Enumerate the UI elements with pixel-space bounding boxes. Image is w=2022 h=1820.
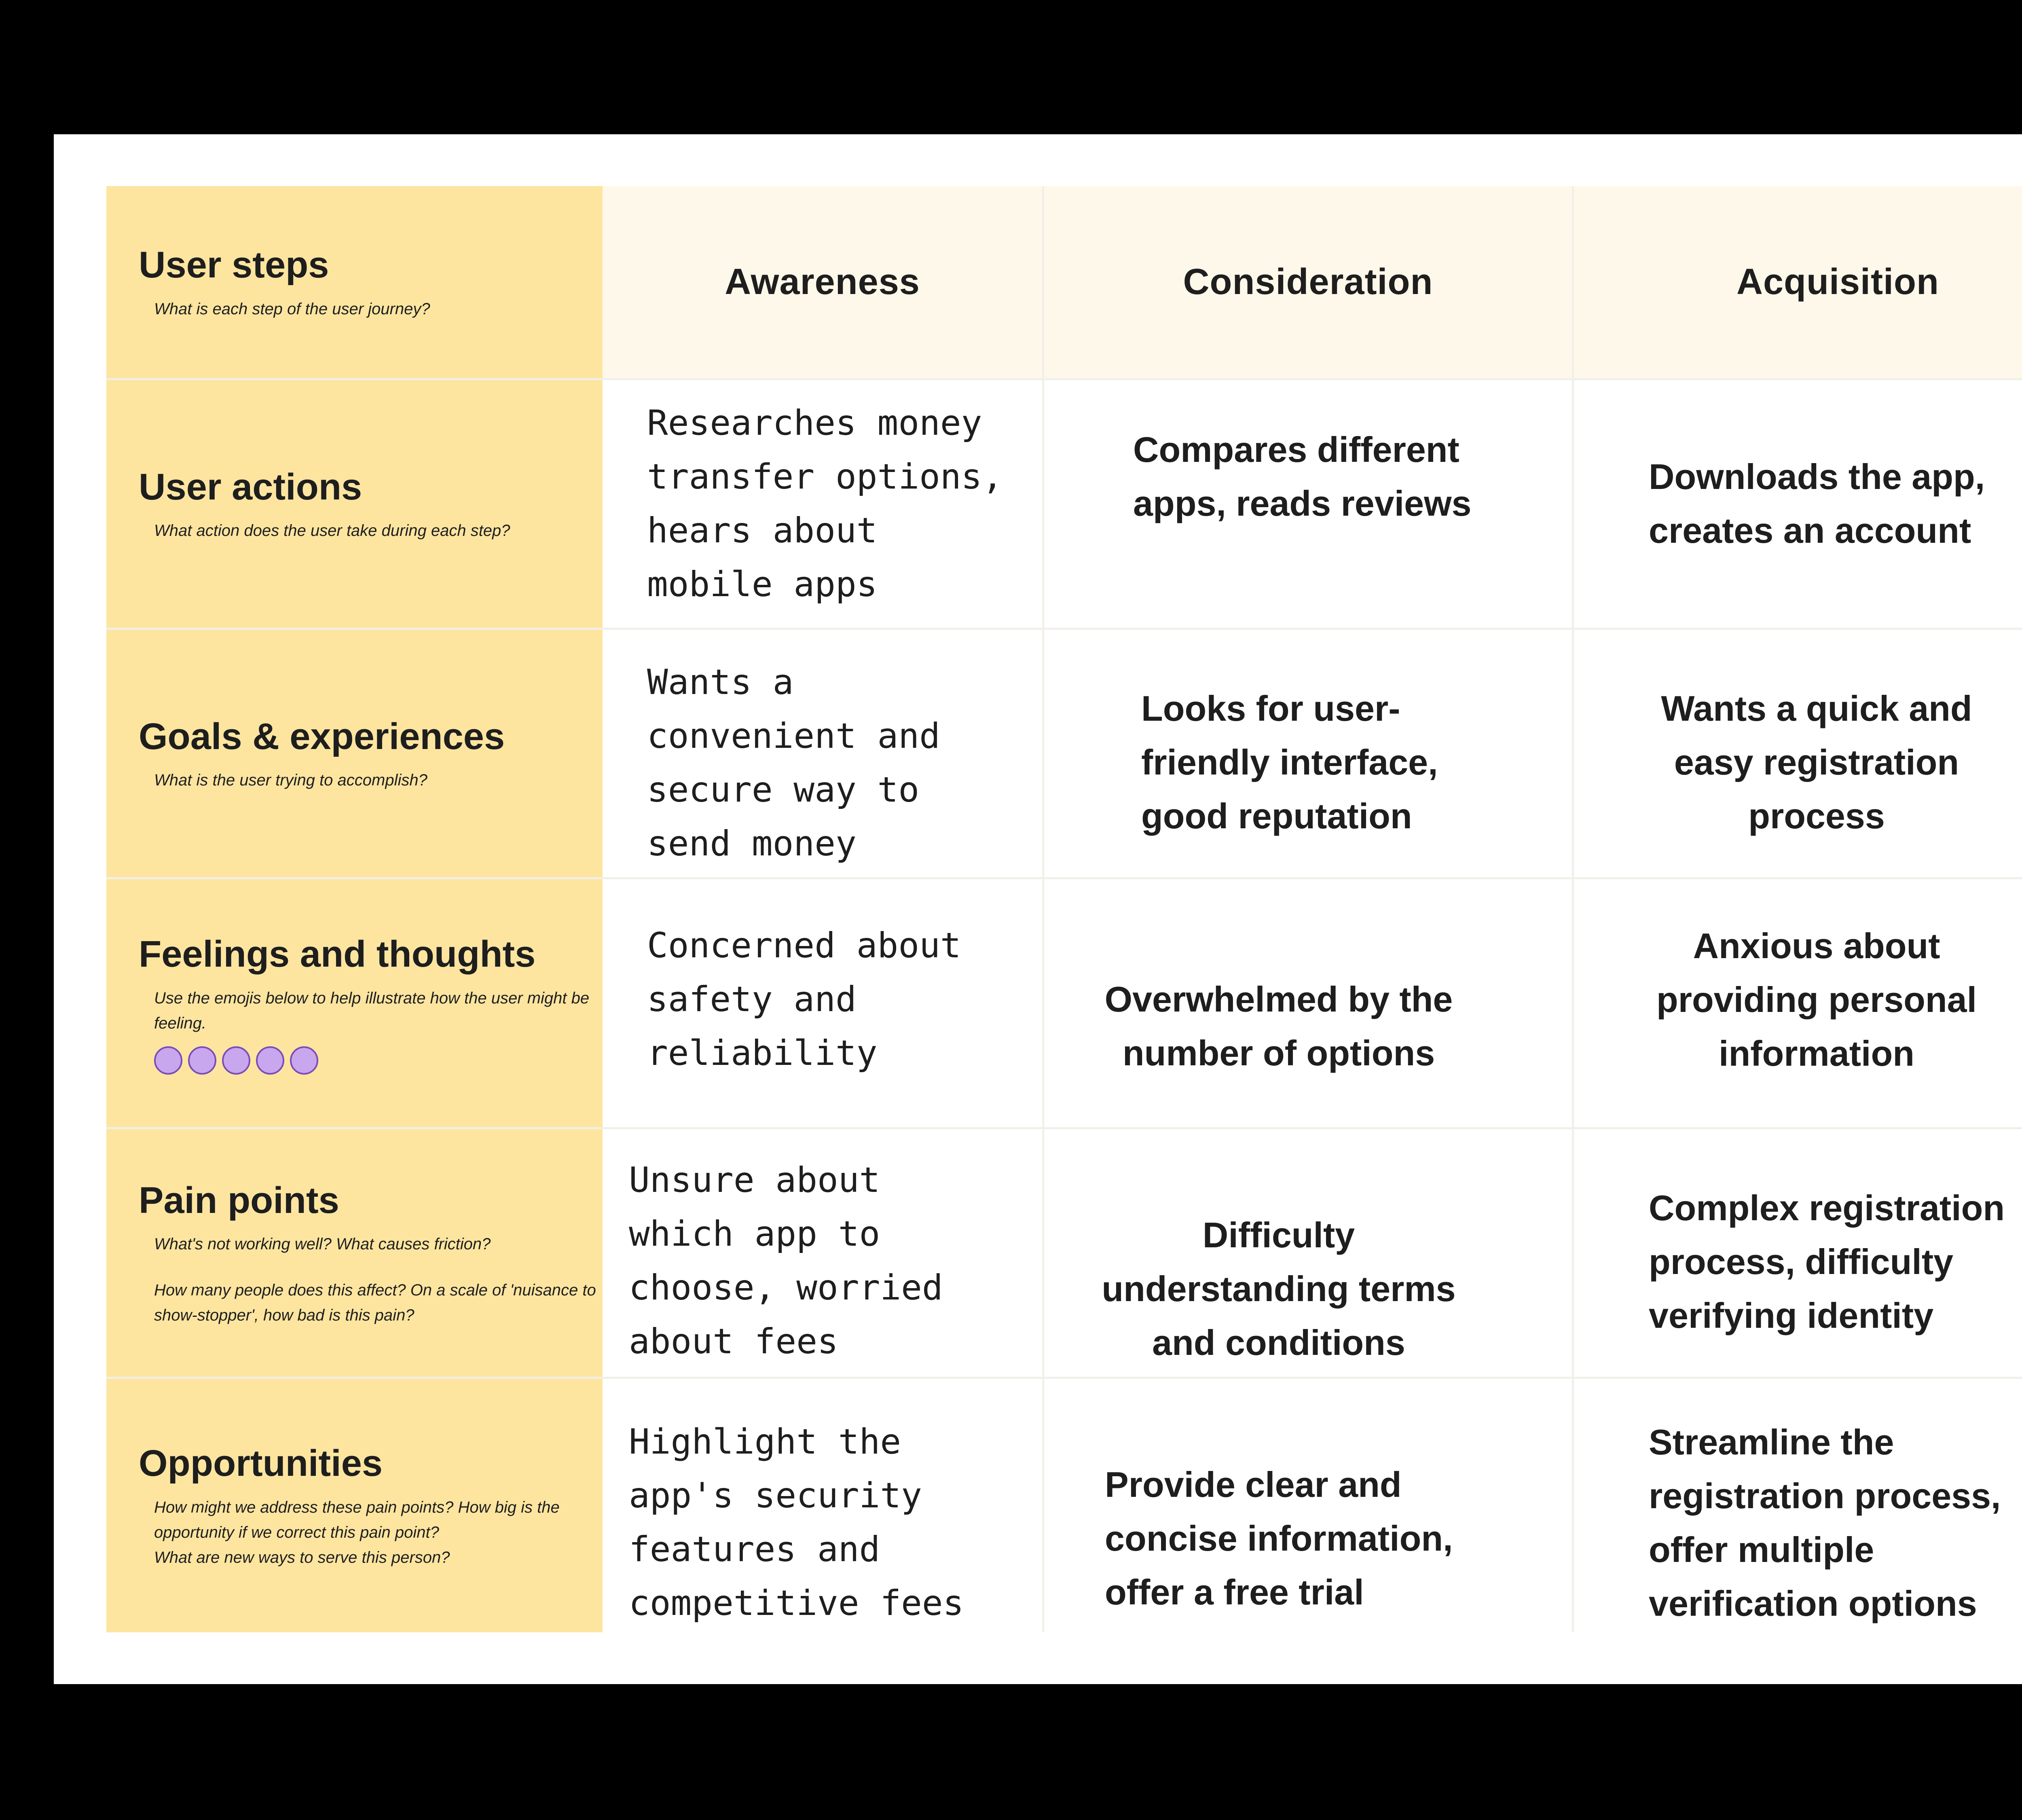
cell-user-actions-consideration: Compares different apps, reads reviews — [1044, 380, 1574, 630]
row-description: What is each step of the user journey? — [154, 300, 430, 318]
row-label-feelings-thoughts — [106, 879, 603, 1129]
cell-goals-acquisition: Wants a quick and easy registration process — [1574, 630, 2022, 879]
row-label-user-actions — [106, 380, 603, 630]
row-title: Pain points — [139, 1179, 339, 1221]
row-label-goals-experiences — [106, 630, 603, 879]
cell-pain-awareness: Unsure about which app to choose, worried about fees — [603, 1129, 1044, 1379]
journey-map-grid — [106, 186, 2022, 1632]
cell-opportunities-consideration: Provide clear and concise information, offer a free trial — [1044, 1379, 1574, 1632]
emoji-scale — [154, 1046, 603, 1075]
row-description: Use the emojis below to help illustrate how the user might be feeling. — [154, 989, 590, 1032]
cell-opportunities-acquisition: Streamline the registration process, offer multiple verification options — [1574, 1379, 2022, 1632]
row-title: Opportunities — [139, 1443, 383, 1484]
neutral-emoji[interactable] — [222, 1046, 250, 1075]
cell-pain-acquisition: Complex registration process, difficulty verifying identity — [1574, 1129, 2022, 1379]
row-label-opportunities — [106, 1379, 603, 1632]
row-label-pain-points — [106, 1129, 603, 1379]
cell-pain-consideration: Difficulty understanding terms and conditions — [1044, 1129, 1574, 1379]
sad-emoji[interactable] — [256, 1046, 284, 1075]
stage-header-awareness: Awareness — [603, 186, 1044, 380]
row-title: User steps — [139, 244, 329, 286]
row-description: What's not working well? What causes friction? How many people does this affect? On a scale of 'nuisance to show-stopper', how bad is this pain? — [154, 1235, 596, 1325]
row-title: Goals & experiences — [139, 715, 505, 757]
stage-header-consideration: Consideration — [1044, 186, 1574, 380]
row-description: What is the user trying to accomplish? — [154, 771, 427, 789]
cell-user-actions-acquisition: Downloads the app, creates an account — [1574, 380, 2022, 630]
angry-emoji[interactable] — [290, 1046, 318, 1075]
happy-emoji[interactable] — [154, 1046, 182, 1075]
row-title: User actions — [139, 466, 362, 508]
journey-map-board — [54, 134, 2022, 1684]
stage-header-acquisition: Acquisition — [1574, 186, 2022, 380]
row-description: What action does the user take during each step? — [154, 522, 510, 540]
row-title: Feelings and thoughts — [139, 933, 536, 975]
smile-emoji[interactable] — [188, 1046, 216, 1075]
row-label-user-steps — [106, 186, 603, 380]
cell-feelings-awareness: Concerned about safety and reliability — [603, 879, 1044, 1129]
cell-feelings-consideration: Overwhelmed by the number of options — [1044, 879, 1574, 1129]
row-description: How might we address these pain points? How big is the opportunity if we correct this pain point? What are new ways to serve this person? — [154, 1498, 560, 1566]
cell-opportunities-awareness: Highlight the app's security features and competitive fees — [603, 1379, 1044, 1632]
cell-goals-consideration: Looks for user- friendly interface, good reputation — [1044, 630, 1574, 879]
cell-feelings-acquisition: Anxious about providing personal information — [1574, 879, 2022, 1129]
cell-goals-awareness: Wants a convenient and secure way to send money — [603, 630, 1044, 879]
cell-user-actions-awareness: Researches money transfer options, hears about mobile apps — [603, 380, 1044, 630]
